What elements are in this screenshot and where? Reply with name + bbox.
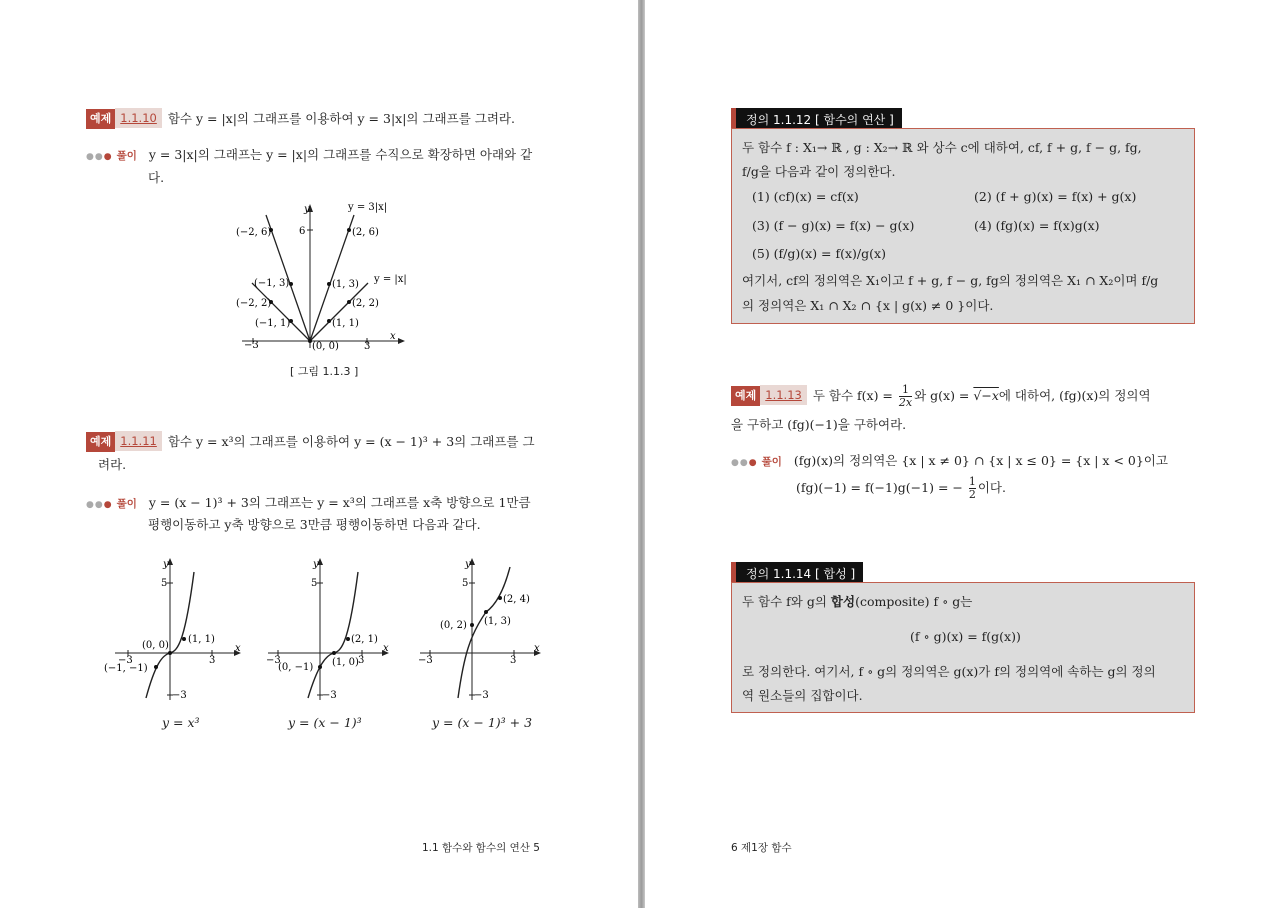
- def-line: 두 함수 f : X₁→ ℝ , g : X₂→ ℝ 와 상수 c에 대하여, cf, f + g, f − g, fg,: [742, 140, 1142, 155]
- graph-label: −3: [118, 655, 133, 666]
- graph-label: 5: [311, 578, 318, 589]
- graph-label: (0, 0): [142, 640, 169, 651]
- solution-1-1-10-line1: [86, 146, 532, 166]
- def-line: 의 정의역은 X₁ ∩ X₂ ∩ {x | g(x) ≠ 0 }이다.: [742, 298, 994, 313]
- definition-1-1-14-box: [731, 582, 1195, 713]
- def-line: 로 정의한다. 여기서, f ∘ g의 정의역은 g(x)가 f의 정의역에 속하는 g의 정의: [742, 664, 1156, 679]
- page-footer-left: 1.1 함수와 함수의 연산 5: [422, 842, 540, 854]
- definition-1-1-14-title: 정의 1.1.14 [ 합성 ]: [731, 562, 863, 585]
- graph-caption: y = (x − 1)³: [288, 715, 362, 730]
- example-tag: 예제: [86, 109, 115, 129]
- figure-abs-graph: [230, 198, 415, 353]
- def-item: (2) (f + g)(x) = f(x) + g(x): [974, 189, 1137, 204]
- fig-label: −3: [244, 340, 259, 351]
- graph-label: (−1, −1): [104, 663, 148, 674]
- definition-1-1-12-box: [731, 128, 1195, 324]
- graph-label: 5: [462, 578, 469, 589]
- graph-label: x: [235, 643, 241, 654]
- example-1-1-13-heading: 예제 1.1.13 두 함수 f(x) = $\frac{1}{2x}$ 와 g(x) = √−x에 대하여, (fg)(x)의 정의역: [731, 384, 1151, 412]
- left-page: [0, 0, 638, 908]
- def-line: f/g을 다음과 같이 정의한다.: [742, 164, 896, 179]
- graph-label: −3: [418, 655, 433, 666]
- graph-label: −3: [474, 690, 489, 701]
- solution-1-1-11-line2: 평행이동하고 y축 방향으로 3만큼 평행이동하면 다음과 같다.: [148, 517, 481, 532]
- fig-label: (2, 2): [352, 298, 379, 309]
- graph-label: x: [383, 643, 389, 654]
- graph-label: 5: [161, 578, 168, 589]
- def-line: 역 원소들의 집합이다.: [742, 688, 863, 703]
- def-formula: (f ∘ g)(x) = f(g(x)): [910, 629, 1021, 644]
- solution-1-1-13-line1: [731, 452, 1168, 472]
- graph-label: (1, 1): [188, 634, 215, 645]
- figure-caption: [ 그림 1.1.3 ]: [290, 365, 359, 378]
- fig-label: (1, 1): [332, 318, 359, 329]
- sqrt-expression: √−x: [973, 388, 999, 403]
- def-item: (5) (f/g)(x) = f(x)/g(x): [752, 246, 886, 261]
- graph-label: (0, 2): [440, 620, 467, 631]
- solution-label: 풀이: [116, 150, 137, 162]
- graph-caption: y = (x − 1)³ + 3: [432, 715, 533, 730]
- example-tag: 예제: [731, 386, 760, 406]
- solution-1-1-10-line2: 다.: [148, 170, 165, 185]
- example-1-1-10-heading: [86, 108, 515, 129]
- def-line: 두 함수 f와 g의 합성(composite) f ∘ g는: [742, 594, 973, 609]
- fig-label: (−1, 3): [254, 278, 290, 289]
- graph-label: 3: [510, 655, 517, 666]
- fraction: $\frac{1}{2x}$: [898, 383, 913, 409]
- example-text: 두 함수 f(x) =: [812, 388, 893, 403]
- book-gutter: [638, 0, 645, 908]
- fig-label: (1, 3): [332, 279, 359, 290]
- bullet-dots-icon: ●●●: [86, 152, 113, 162]
- fig-label: 3: [364, 341, 371, 352]
- example-text: 함수 y = x³의 그래프를 이용하여 y = (x − 1)³ + 3의 그래프를 그: [167, 434, 535, 449]
- def-item: (3) (f − g)(x) = f(x) − g(x): [752, 218, 915, 233]
- def-item: (4) (fg)(x) = f(x)g(x): [974, 218, 1100, 233]
- graph-label: y: [313, 559, 319, 570]
- graph-label: 3: [358, 655, 365, 666]
- example-1-1-13-line2: 을 구하고 (fg)(−1)을 구하여라.: [731, 417, 907, 432]
- graph-label: −3: [322, 690, 337, 701]
- fig-label: (−2, 6): [236, 227, 272, 238]
- definition-1-1-12-title: 정의 1.1.12 [ 함수의 연산 ]: [731, 108, 902, 131]
- fig-label: y: [304, 204, 310, 215]
- example-tag: 예제: [86, 432, 115, 452]
- bold-term: 합성: [830, 594, 856, 609]
- graph-caption: y = x³: [162, 715, 200, 730]
- graph-label: y: [163, 559, 169, 570]
- fig-label: x: [390, 331, 396, 342]
- graph-label: (1, 3): [484, 616, 511, 627]
- example-number: 1.1.11: [115, 431, 162, 451]
- fig-label: (−1, 1): [255, 318, 291, 329]
- def-item: (1) (cf)(x) = cf(x): [752, 189, 859, 204]
- fig-label: y = |x|: [374, 274, 407, 285]
- fig-label: y = 3|x|: [348, 202, 388, 213]
- example-number: 1.1.10: [115, 108, 162, 128]
- solution-text: y = 3|x|의 그래프는 y = |x|의 그래프를 수직으로 확장하면 아래와 같: [148, 147, 533, 162]
- example-number: 1.1.13: [760, 385, 807, 405]
- graph-label: y: [465, 559, 471, 570]
- graph-cubic: [100, 555, 245, 705]
- page-footer-right: 6 제1장 함수: [731, 842, 792, 854]
- graph-cubic-shifted: [258, 555, 403, 705]
- solution-1-1-11-line1: [86, 494, 531, 514]
- graph-label: −3: [266, 655, 281, 666]
- bullet-dots-icon: ●●●: [86, 500, 113, 510]
- graph-label: (1, 0): [332, 657, 359, 668]
- example-text: 함수 y = |x|의 그래프를 이용하여 y = 3|x|의 그래프를 그려라.: [167, 111, 515, 126]
- solution-label: 풀이: [116, 498, 137, 510]
- graph-label: (2, 4): [503, 594, 530, 605]
- fig-label: 6: [299, 226, 306, 237]
- graph-label: 3: [209, 655, 216, 666]
- solution-text: y = (x − 1)³ + 3의 그래프는 y = x³의 그래프를 x축 방향으로 1만큼: [148, 495, 531, 510]
- def-line: 여기서, cf의 정의역은 X₁이고 f + g, f − g, fg의 정의역은 X₁ ∩ X₂이며 f/g: [742, 273, 1159, 288]
- example-1-1-11-line2: 려라.: [98, 457, 127, 472]
- fig-label: (2, 6): [352, 227, 379, 238]
- example-1-1-11-heading: [86, 431, 535, 452]
- graph-label: (0, −1): [278, 662, 314, 673]
- graph-label: −3: [172, 690, 187, 701]
- solution-text: (fg)(x)의 정의역은 {x | x ≠ 0} ∩ {x | x ≤ 0} = {x | x < 0}이고: [793, 453, 1168, 468]
- solution-label: 풀이: [761, 456, 782, 468]
- solution-1-1-13-line2: (fg)(−1) = f(−1)g(−1) = − $\frac{1}{2}$ 이다.: [796, 475, 1006, 501]
- graph-label: (2, 1): [351, 634, 378, 645]
- graph-cubic-shifted-up: [412, 555, 552, 705]
- fig-label: (0, 0): [312, 341, 339, 352]
- bullet-dots-icon: ●●●: [731, 458, 758, 468]
- fig-label: (−2, 2): [236, 298, 272, 309]
- graph-label: x: [534, 643, 540, 654]
- fraction: $\frac{1}{2}$: [968, 475, 976, 501]
- right-page: [645, 0, 1285, 908]
